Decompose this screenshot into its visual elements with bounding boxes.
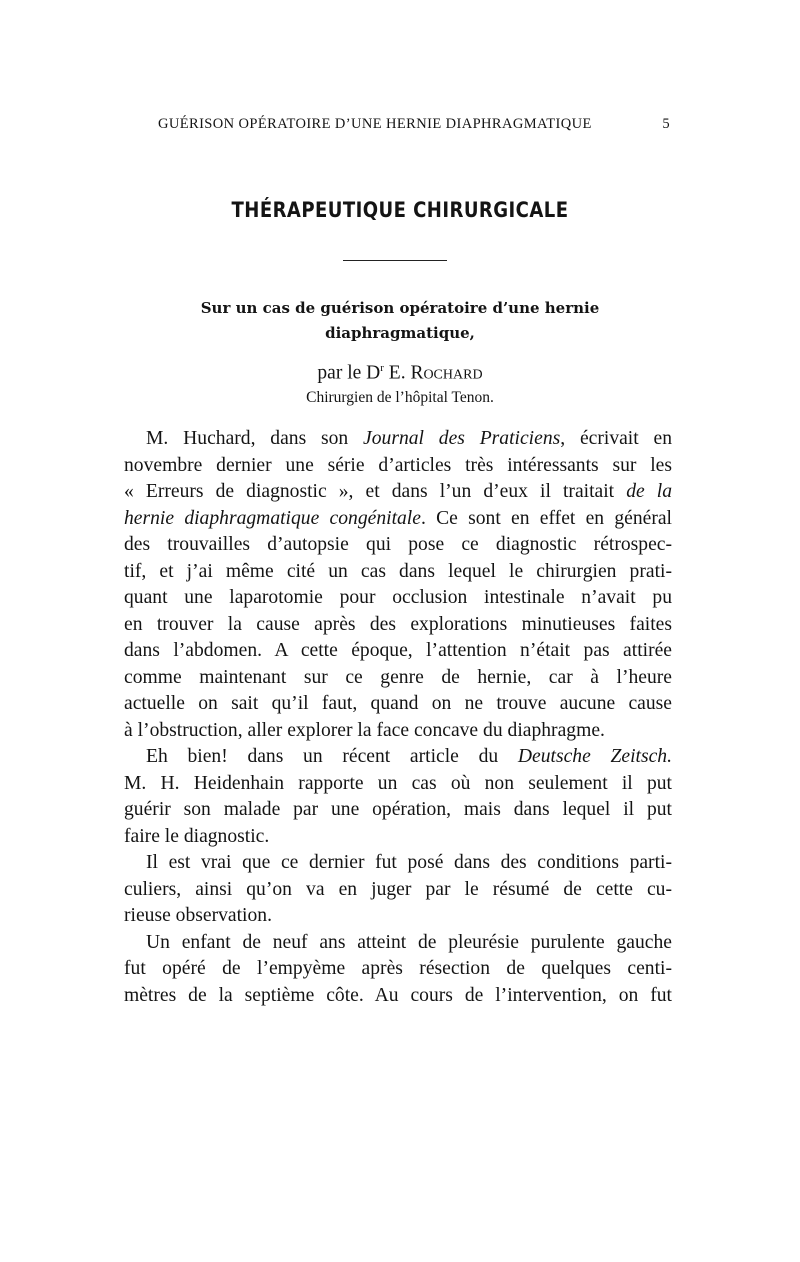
page-number: 5 bbox=[662, 116, 670, 132]
article-body bbox=[124, 426, 672, 1009]
text-line: à l’obstruction, aller explorer la face concave du diaphragme. bbox=[124, 719, 605, 741]
text-line: rieuse observation. bbox=[124, 905, 272, 926]
text-line: des trouvailles d’autopsie qui pose ce diagnostic rétrospec- bbox=[124, 534, 672, 555]
running-title: GUÉRISON OPÉRATOIRE D’UNE HERNIE DIAPHRAGMATIQUE bbox=[158, 116, 592, 132]
text-line: actuelle on sait qu’il faut, quand on ne trouve aucune cause bbox=[124, 693, 672, 714]
text-line: « Erreurs de diagnostic », et dans l’un d’eux il traitait de la bbox=[124, 481, 672, 502]
running-head bbox=[158, 116, 670, 133]
text-line: faire le diagnostic. bbox=[124, 825, 270, 847]
text-line: M. H. Heidenhain rapporte un cas où non seulement il put bbox=[124, 772, 672, 794]
article-title bbox=[120, 296, 680, 346]
byline bbox=[0, 362, 800, 385]
article-title-line: diaphragmatique, bbox=[325, 324, 475, 342]
text-line: comme maintenant sur ce genre de hernie, car à l’heure bbox=[124, 666, 672, 688]
text-line: culiers, ainsi qu’on va en juger par le résumé de cette cu- bbox=[124, 878, 672, 900]
title-rule bbox=[343, 260, 447, 261]
text-line: dans l’abdomen. A cette époque, l’attention n’était pas attirée bbox=[124, 640, 672, 661]
text-line: Un enfant de neuf ans atteint de pleurésie purulente gauche bbox=[146, 931, 672, 953]
text-line: Eh bien! dans un récent article du Deutsche Zeitsch. bbox=[146, 746, 672, 767]
text-line: quant une laparotomie pour occlusion intestinale n’avait pu bbox=[124, 587, 672, 608]
author-affiliation: Chirurgien de l’hôpital Tenon. bbox=[306, 389, 494, 406]
text-line: tif, et j’ai même cité un cas dans lequel le chirurgien prati- bbox=[124, 560, 672, 582]
byline-superscript: r bbox=[380, 362, 384, 374]
text-line: Il est vrai que ce dernier fut posé dans des conditions parti- bbox=[146, 852, 672, 873]
text-line: mètres de la septième côte. Au cours de l’intervention, on fut bbox=[124, 984, 672, 1006]
text-line: hernie diaphragmatique congénitale. Ce sont en effet en général bbox=[124, 507, 672, 529]
section-title: THÉRAPEUTIQUE CHIRURGICALE bbox=[231, 198, 569, 222]
text-line: en trouver la cause après des explorations minutieuses faites bbox=[124, 613, 672, 635]
text-line: novembre dernier une série d’articles très intéressants sur les bbox=[124, 454, 672, 476]
author-name: E. Rochard bbox=[388, 362, 483, 384]
text-line: guérir son malade par une opération, mais dans lequel il put bbox=[124, 799, 672, 820]
text-line: fut opéré de l’empyème après résection de quelques centi- bbox=[124, 958, 672, 979]
byline-prefix: par le D bbox=[317, 362, 381, 384]
article-title-line: Sur un cas de guérison opératoire d’une hernie bbox=[200, 299, 600, 317]
text-line: M. Huchard, dans son Journal des Praticiens, écrivait en bbox=[146, 428, 672, 449]
